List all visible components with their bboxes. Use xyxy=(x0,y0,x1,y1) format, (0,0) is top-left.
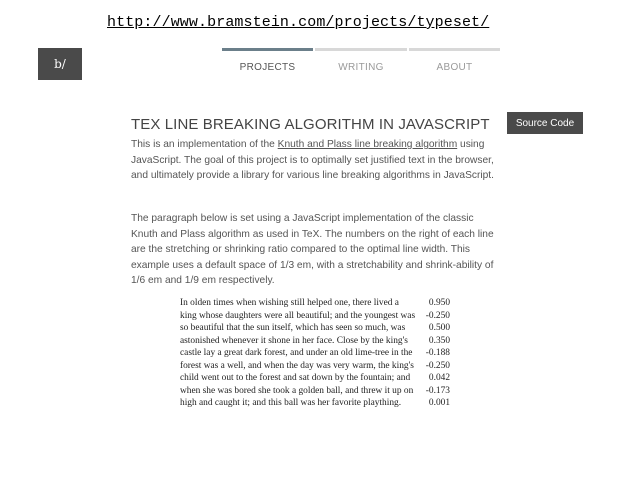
nav-item-projects[interactable]: PROJECTS xyxy=(239,62,296,73)
sample-line-ratio: -0.250 xyxy=(425,360,450,371)
knuth-plass-link[interactable]: Knuth and Plass line breaking algorithm xyxy=(277,139,458,150)
source-code-button[interactable]: Source Code xyxy=(507,112,583,134)
sample-line-ratio: 0.001 xyxy=(428,398,450,409)
nav-item-about[interactable]: ABOUT xyxy=(436,62,473,73)
sample-line xyxy=(180,310,450,323)
intro-paragraph xyxy=(131,137,501,184)
sample-line xyxy=(180,322,450,335)
sample-line-ratio: 0.042 xyxy=(428,373,450,384)
description-paragraph: The paragraph below is set using a JavaScript implementation of the classic Knuth and Plass algorithm as used in TeX. The numbers on the right of each line are the stretching or shrinking ratio compared to the optimal line width. This example uses a default space of 1/3 em, with a stretchability and shrink-ability of 1/6 em and 1/9 em respectively. xyxy=(131,213,494,286)
sample-line xyxy=(180,297,450,310)
nav-item-writing[interactable]: WRITING xyxy=(338,62,384,73)
logo-text: b/ xyxy=(54,57,66,71)
sample-line-text: high and caught it; and this ball was her favorite plaything. xyxy=(180,398,402,409)
intro-text-after: using JavaScript. The goal of this project is to optimally set justified text in the browser, and ultimately provide a library for various line breaking algorithms in JavaScript. xyxy=(131,139,494,181)
sample-line-text: castle lay a great dark forest, and under an old lime-tree in the xyxy=(180,348,413,359)
sample-line xyxy=(180,335,450,348)
sample-line-text: In olden times when wishing still helped one, there lived a xyxy=(180,298,399,309)
sample-line-text: king whose daughters were all beautiful; and the youngest was xyxy=(180,310,416,321)
sample-line xyxy=(180,360,450,373)
sample-line-ratio: -0.188 xyxy=(425,348,450,359)
sample-line xyxy=(180,385,450,398)
site-logo[interactable] xyxy=(38,48,82,80)
sample-line-text: astonished whenever it shone in her face. Close by the king's xyxy=(180,335,408,346)
sample-line xyxy=(180,347,450,360)
sample-line-ratio: 0.500 xyxy=(428,323,450,334)
sample-line xyxy=(180,397,450,410)
sample-line-ratio: 0.350 xyxy=(428,335,450,346)
page-url-link[interactable]: http://www.bramstein.com/projects/typeset/ xyxy=(107,14,490,31)
sample-line-ratio: 0.950 xyxy=(428,298,450,309)
sample-line xyxy=(180,372,450,385)
sample-line-text: so beautiful that the sun itself, which has seen so much, was xyxy=(180,323,406,334)
intro-text-before: This is an implementation of the xyxy=(131,139,278,150)
sample-line-text: forest was a well, and when the day was very warm, the king's xyxy=(180,360,414,371)
sample-line-text: child went out to the forest and sat down by the fountain; and xyxy=(180,373,411,384)
sample-line-ratio: -0.173 xyxy=(425,385,450,396)
sample-line-text: when she was bored she took a golden ball, and threw it up on xyxy=(180,385,414,396)
nav-items xyxy=(222,51,527,73)
sample-line-ratio: -0.250 xyxy=(425,310,450,321)
page-title: TEX LINE BREAKING ALGORITHM IN JAVASCRIPT xyxy=(131,116,490,133)
sample-paragraph xyxy=(180,297,450,410)
main-nav xyxy=(222,48,527,73)
